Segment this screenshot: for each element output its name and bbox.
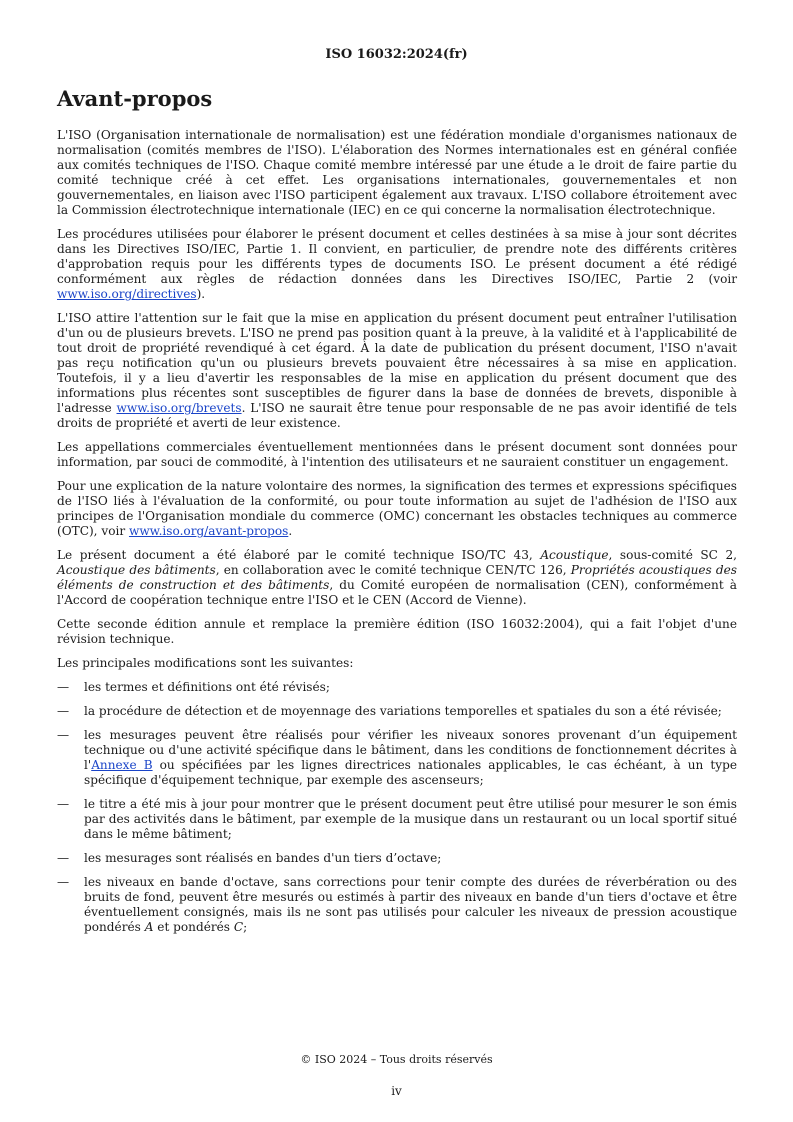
list-item: — la procédure de détection et de moyennage des variations temporelles et spatiales du son a été révisée;	[57, 704, 737, 719]
committee-name: Acoustique	[540, 548, 609, 562]
list-item: — les mesurages sont réalisés en bandes d'un tiers d’octave;	[57, 851, 737, 866]
paragraph-voluntary-nature	[57, 479, 737, 539]
text-segment: Pour une explication de la nature volontaire des normes, la signification des termes et expressions spécifiques de l'ISO liés à l'évaluation de la conformité, ou pour toute information au sujet de l'adhésion de l'ISO aux principes de l'Organisation mondiale du commerce (OMC) concernant les obstacles techniques au commerce (OTC), voir	[57, 479, 737, 538]
text-segment: Les procédures utilisées pour élaborer le présent document et celles destinées à sa mise à jour sont décrites dans les Directives ISO/IEC, Partie 1. Il convient, en particulier, de prendre note des différents critères d'approbation requis pour les différents types de documents ISO. Le présent document a été rédigé conformément aux règles de rédaction données dans les Directives ISO/IEC, Partie 2 (voir	[57, 227, 737, 286]
paragraph-iso-intro: L'ISO (Organisation internationale de normalisation) est une fédération mondiale d'organismes nationaux de normalisation (comités membres de l'ISO). L'élaboration des Normes internationales est en général confiée aux comités techniques de l'ISO. Chaque comité membre intéressé par une étude a le droit de faire partie du comité technique créé à cet effet. Les organisations internationales, gouvernementales et non gouvernementales, en liaison avec l'ISO participent également aux travaux. L'ISO collabore étroitement avec la Commission électrotechnique internationale (IEC) en ce qui concerne la normalisation électrotechnique.	[57, 128, 737, 217]
page-number: iv	[391, 1084, 402, 1098]
text-segment: , en collaboration avec le comité technique CEN/TC 126,	[215, 563, 571, 577]
cen-committee-name: Propriétés acoustiques des éléments de construction et des bâtiments	[57, 563, 737, 592]
paragraph-procedures	[57, 227, 737, 302]
text-segment: ;	[243, 920, 248, 934]
list-item: — les termes et définitions ont été révisés;	[57, 680, 737, 695]
text-segment: les mesurages peuvent être réalisés pour vérifier les niveaux sonores provenant d’un équipement technique ou d'une activité spécifique dans le bâtiment, dans les conditions de fonctionnement décrites à l'	[84, 728, 737, 772]
text-segment: les niveaux en bande d'octave, sans corrections pour tenir compte des durées de réverbération ou des bruits de fond, peuvent être mesurés ou estimés à partir des niveaux en bande d'un tiers d'octave et être éventuellement consignés, mais ils ne sont pas utilisés pour calculer les niveaux de pression acoustique pondérés	[84, 875, 737, 934]
document-id-header: ISO 16032:2024(fr)	[325, 47, 468, 62]
paragraph-edition: Cette seconde édition annule et remplace la première édition (ISO 16032:2004), qui a fait l'objet d'une révision technique.	[57, 617, 737, 646]
directives-link[interactable]: www.iso.org/directives	[57, 287, 197, 301]
weighting-a: A	[144, 920, 154, 934]
text-segment: . L'ISO ne saurait être tenue pour responsable de ne pas avoir identifié de tels droits de propriété et averti de leur existence.	[57, 401, 738, 430]
foreword-link[interactable]: www.iso.org/avant-propos	[128, 524, 289, 538]
paragraph-patents	[57, 311, 737, 431]
weighting-c: C	[233, 920, 244, 934]
list-item: — le titre a été mis à jour pour montrer que le présent document peut être utilisé pour mesurer le son émis par des activités dans le bâtiment, par exemple de la musique dans un restaurant ou un local sportif situé dans le même bâtiment;	[57, 797, 737, 842]
text-segment: et pondérés	[153, 920, 234, 934]
text-segment: ).	[196, 287, 206, 301]
list-item	[57, 728, 737, 788]
text-segment: , sous-comité SC 2,	[608, 548, 737, 562]
paragraph-committee	[57, 548, 737, 608]
list-item	[57, 875, 737, 935]
text-segment: , du Comité européen de normalisation (CEN), conformément à l'Accord de coopération technique entre l'ISO et le CEN (Accord de Vienne).	[57, 578, 737, 607]
paragraph-changes-intro: Les principales modifications sont les suivantes:	[57, 656, 354, 670]
text-segment: ou spécifiées par les lignes directrices nationales applicables, le cas échéant, à un type spécifique d'équipement technique, par exemple des ascenseurs;	[84, 758, 737, 787]
text-segment: L'ISO attire l'attention sur le fait que la mise en application du présent document peut entraîner l'utilisation d'un ou de plusieurs brevets. L'ISO ne prend pas position quant à la preuve, à la validité et à l'applicabilité de tout droit de propriété revendiqué à cet égard. À la date de publication du présent document, l'ISO n'avait pas reçu notification qu'un ou plusieurs brevets pouvaient être nécessaires à sa mise en application. Toutefois, il y a lieu d'avertir les responsables de la mise en application du présent document que des informations plus récentes sont susceptibles de figurer dans la base de données de brevets, disponible à l'adresse	[57, 311, 737, 415]
subcommittee-name: Acoustique des bâtiments	[57, 563, 216, 577]
patents-link[interactable]: www.iso.org/brevets	[116, 401, 242, 415]
text-segment: Le présent document a été élaboré par le comité technique ISO/TC 43,	[57, 548, 541, 562]
annex-b-link[interactable]: Annexe B	[91, 758, 153, 772]
copyright-footer: © ISO 2024 – Tous droits réservés	[300, 1053, 493, 1066]
foreword-body	[57, 128, 737, 944]
section-title: Avant-propos	[57, 86, 213, 111]
paragraph-trade-names: Les appellations commerciales éventuellement mentionnées dans le présent document sont données pour information, par souci de commodité, à l'intention des utilisateurs et ne sauraient constituer un engagement.	[57, 440, 737, 469]
changes-list	[57, 680, 737, 935]
text-segment: .	[288, 524, 293, 538]
